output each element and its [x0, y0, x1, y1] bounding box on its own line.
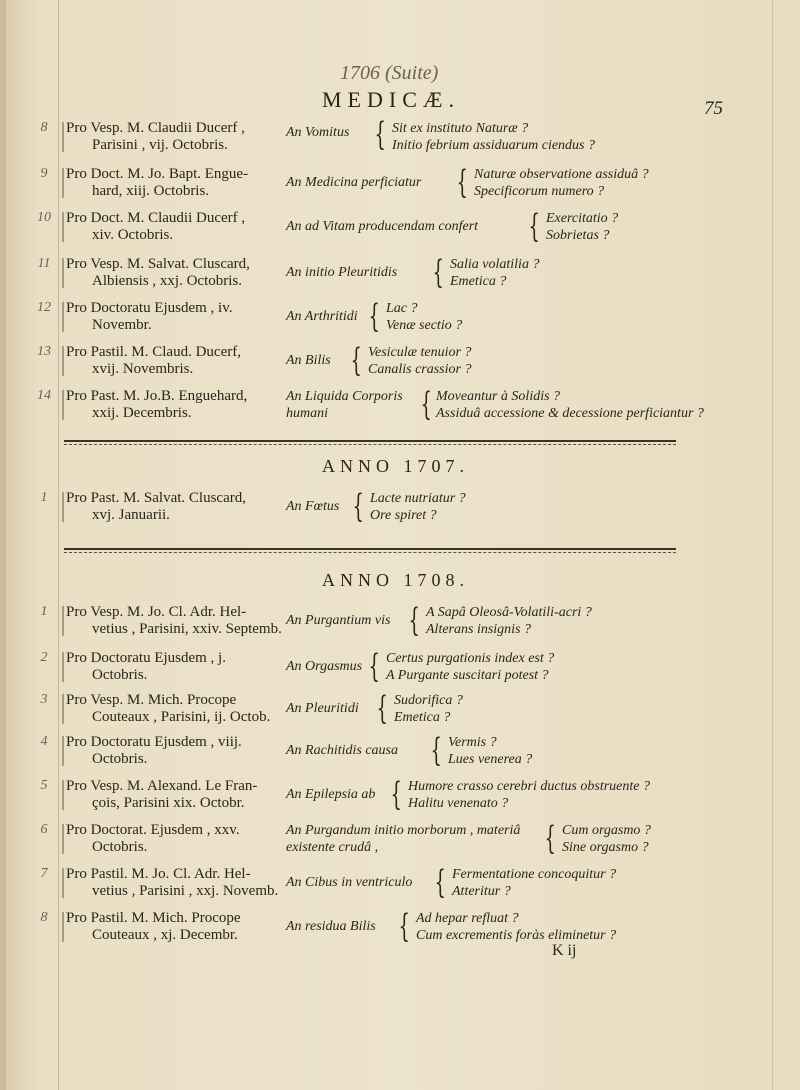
thesis-occasion: Pro Doctoratu Ejusdem , iv. Novembr.	[66, 300, 233, 333]
margin-bar	[62, 652, 64, 682]
brace-icon: {	[456, 163, 468, 201]
brace-icon: {	[408, 601, 420, 639]
thesis-occasion: Pro Pastil. M. Claud. Ducerf, xvij. Novembris.	[66, 344, 241, 377]
thesis-occasion: Pro Vesp. M. Alexand. Le Fran- çois, Parisini xix. Octobr.	[66, 778, 258, 811]
brace-icon: {	[390, 775, 402, 813]
thesis-occasion: Pro Pastil. M. Mich. Procope Couteaux , xj. Decembr.	[66, 910, 241, 943]
margin-bar	[62, 824, 64, 854]
entry-number: 8	[40, 120, 48, 135]
thesis-occasion: Pro Vesp. M. Claudii Ducerf , Parisini , vij. Octobris.	[66, 120, 245, 153]
margin-bar	[62, 606, 64, 636]
thesis-occasion: Pro Vesp. M. Mich. Procope Couteaux , Parisini, ij. Octob.	[66, 692, 271, 725]
entry-number: 14	[37, 388, 51, 403]
entry-number: 5	[40, 778, 48, 793]
section-rule	[64, 548, 676, 550]
brace-icon: {	[376, 689, 388, 727]
brace-icon: {	[352, 487, 364, 525]
margin-bar	[62, 694, 64, 724]
brace-icon: {	[432, 253, 444, 291]
entry-number: 10	[37, 210, 51, 225]
thesis-occasion: Pro Doctorat. Ejusdem , xxv. Octobris.	[66, 822, 240, 855]
thesis-occasion: Pro Pastil. M. Jo. Cl. Adr. Hel- vetius , Parisini , xxj. Novemb.	[66, 866, 279, 899]
entry-number: 1	[40, 490, 48, 505]
entry-number: 13	[37, 344, 51, 359]
brace-icon: {	[398, 907, 410, 945]
margin-bar	[62, 258, 64, 288]
entry-number: 12	[37, 300, 51, 315]
margin-bar	[62, 736, 64, 766]
brace-icon: {	[350, 341, 362, 379]
section-rule	[64, 440, 676, 442]
thesis-occasion: Pro Vesp. M. Salvat. Cluscard, Albiensis , xxj. Octobris.	[66, 256, 250, 289]
book-page: 1706 (Suite) MEDICÆ. 75 8 Pro Vesp. M. Claudii Ducerf , Parisini , vij. Octobris. An Vomitus { Sit ex instituto Naturæ ? Initio febrium assiduarum ciendus ? 9 Pro Doct. M. Jo. Bapt. Engue- hard, xiij. Octobris. An Medicina perficiatur { Naturæ observatione assiduâ ? Specificorum numero ? 10 Pro Doct. M. Claudii Ducerf , xiv. Octobris. An ad Vitam producendam confert { Exercitatio ? Sobrietas ? 11 Pro Vesp. M. Salvat. Cluscard, Albiensis , xxj. Octobris. An initio Pleuritidis { Salia volatilia ? Emetica ? 12 Pro Doctoratu Ejusdem , iv. Novembr. An Arthritidi { Lac ? Venæ sectio ? 13 Pro Pastil. M. Claud. Ducerf, xvij. Novembris. An Bilis { Vesiculæ tenuior ? Canalis crassior ? 14 Pro Past. M. Jo.B. Enguehard, xxij. Decembris. An Liquida Corporis humani { Moveantur à Solidis ? Assiduâ accessione & decessione perficiantur ? ANNO 1707. 1 Pro Past. M. Salvat. Cluscard, xvj. Januarii. An Fœtus { Lacte nutriatur ? Ore spiret ? ANNO 1708. 1 Pro Vesp. M. Jo. Cl. Adr. Hel- vetius , Parisini, xxiv. Septemb. An Purgantium vis { A Sapâ Oleosâ-Volatili-acri ? Alterans insignis ? 2 Pro Doctoratu Ejusdem , j. Octobris. An Orgasmus { Certus purgationis index est ? A Purgante suscitari potest ? 3 Pro Vesp. M. Mich. Procope Couteaux , Parisini, ij. Octob. An Pleuritidi { Sudorifica ? Emetica ? 4 Pro Doctoratu Ejusdem , viij. Octobris. An Rachitidis causa { Vermis ? Lues venerea ? 5 Pro Vesp. M. Alexand. Le Fran- çois, Parisini xix. Octobr. An Epilepsia ab { Humore crasso cerebri ductus obstruente ? Halitu venenato ? 6 Pro Doctorat. Ejusdem , xxv. Octobris. An Purgandum initio morborum , materiâ existente crudâ , { Cum orgasmo ? Sine orgasmo ? 7 Pro Pastil. M. Jo. Cl. Adr. Hel- vetius , Parisini , xxj. Novemb. An Cibus in ventriculo { Fermentatione concoquitur ? Atteritur ? 8 Pro Pastil. M. Mich. Procope Couteaux , xj. Decembr. An residua Bilis { Ad hepar refluat ? Cum excrementis foràs eliminetur ? K ij	[0, 0, 800, 1090]
year-heading: ANNO 1707.	[322, 456, 469, 476]
entry-number: 1	[40, 604, 48, 619]
thesis-occasion: Pro Past. M. Jo.B. Enguehard, xxij. Decembris.	[66, 388, 248, 421]
margin-bar	[62, 868, 64, 898]
page-binding	[0, 0, 6, 1090]
margin-bar	[62, 346, 64, 376]
brace-icon: {	[544, 819, 556, 857]
entry-number: 6	[40, 822, 48, 837]
margin-rule	[58, 0, 59, 1090]
thesis-occasion: Pro Doctoratu Ejusdem , j. Octobris.	[66, 650, 226, 683]
right-margin-rule	[772, 0, 773, 1090]
brace-icon: {	[368, 647, 380, 685]
margin-bar	[62, 168, 64, 198]
entry-number: 7	[40, 866, 48, 881]
thesis-occasion: Pro Doct. M. Claudii Ducerf , xiv. Octobris.	[66, 210, 246, 243]
thesis-occasion: Pro Past. M. Salvat. Cluscard, xvj. Januarii.	[66, 490, 246, 523]
thesis-occasion: Pro Vesp. M. Jo. Cl. Adr. Hel- vetius , Parisini, xxiv. Septemb.	[66, 604, 282, 637]
brace-icon: {	[368, 297, 380, 335]
entry-number: 11	[37, 256, 51, 271]
signature-mark: K ij	[552, 942, 577, 959]
margin-bar	[62, 390, 64, 420]
page-title: MEDICÆ.	[322, 87, 460, 112]
year-heading: ANNO 1708.	[322, 570, 469, 590]
thesis-occasion: Pro Doct. M. Jo. Bapt. Engue- hard, xiij. Octobris.	[66, 166, 249, 199]
entry-number: 3	[40, 692, 48, 707]
handwritten-annotation: 1706 (Suite)	[340, 62, 439, 84]
entry-number: 2	[40, 650, 48, 665]
brace-icon: {	[434, 863, 446, 901]
brace-icon: {	[374, 115, 386, 153]
margin-bar	[62, 212, 64, 242]
margin-bar	[62, 780, 64, 810]
margin-bar	[62, 122, 64, 152]
margin-bar	[62, 302, 64, 332]
page-number: 75	[704, 98, 723, 119]
margin-bar	[62, 912, 64, 942]
entry-number: 9	[40, 166, 48, 181]
entry-number: 8	[40, 910, 48, 925]
brace-icon: {	[420, 385, 432, 423]
thesis-occasion: Pro Doctoratu Ejusdem , viij. Octobris.	[66, 734, 242, 767]
entry-number: 4	[40, 734, 48, 749]
brace-icon: {	[430, 731, 442, 769]
margin-bar	[62, 492, 64, 522]
brace-icon: {	[528, 207, 540, 245]
